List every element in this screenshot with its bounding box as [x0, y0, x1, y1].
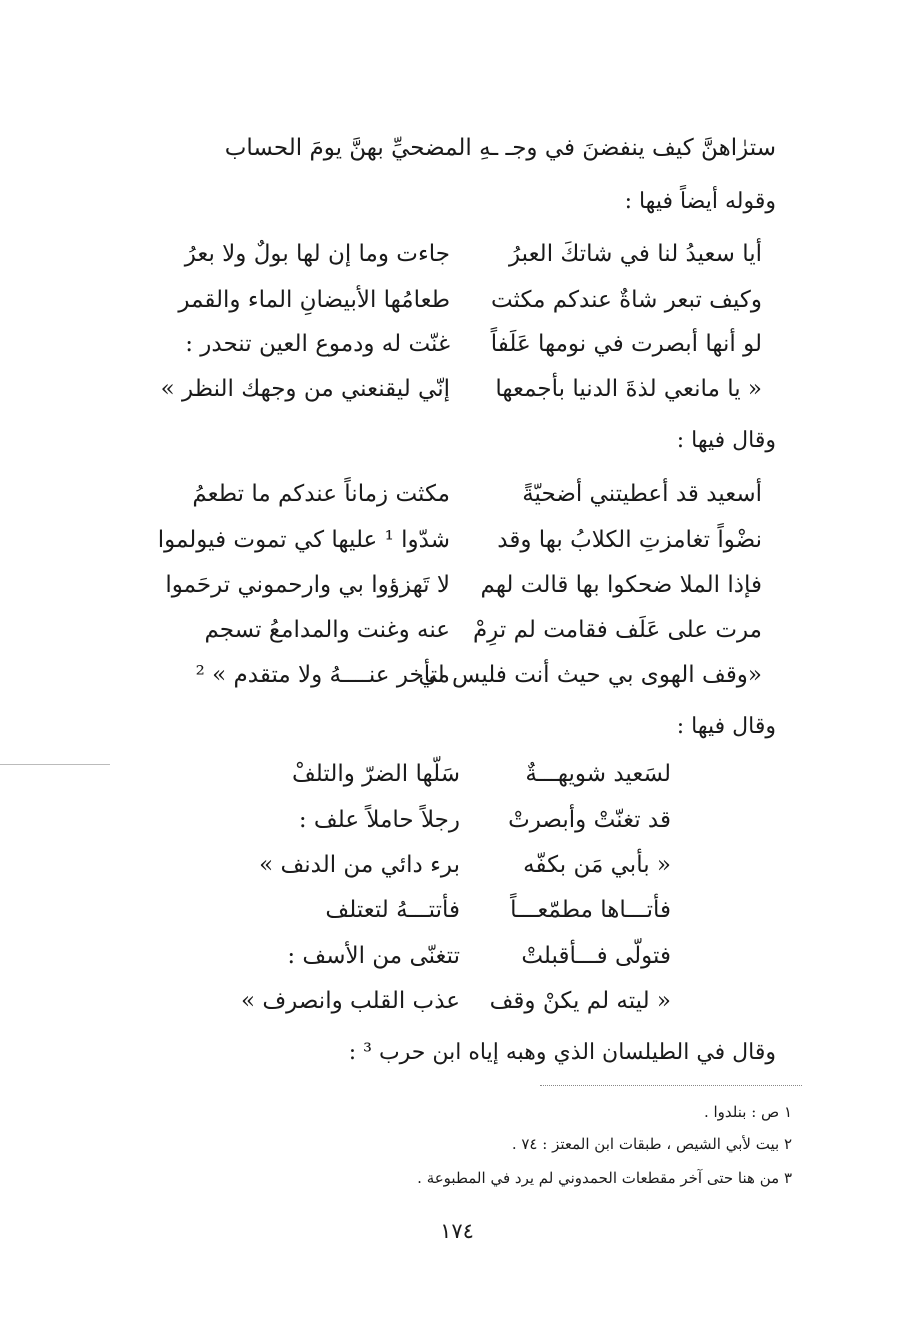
intro-verse: سترٰاهنَّ كيف ينفضنَ في وجـ ـهِ المضحيِّ بهنَّ يومَ الحساب — [224, 135, 776, 161]
verse-right: لسَعيد شويهـــةٌ — [525, 761, 671, 787]
verse-left: شدّوا ¹ عليها كي تموت فيولموا — [157, 527, 450, 553]
verse-left: متأخر عنــــهُ ولا متقدم » ² — [195, 662, 450, 688]
verse-left: تتغنّى من الأسف : — [287, 943, 460, 969]
verse-right: قد تغنّتْ وأبصرتْ — [508, 807, 671, 833]
verse-right: «وقف الهوى بي حيث أنت فليس لي — [418, 662, 762, 688]
footnote-1: ١ ص : بنلدوا . — [703, 1103, 792, 1121]
verse-right: فإذا الملا ضحكوا بها قالت لهم — [480, 572, 762, 598]
verse-left: رجلاً حاملاً علف : — [298, 807, 460, 833]
verse-right: نضْواً تغامزتِ الكلابُ بها وقد — [497, 527, 762, 553]
heading-1: وقوله أيضاً فيها : — [624, 189, 776, 214]
verse-left: جاءت وما إن لها بولٌ ولا بعرُ — [184, 241, 450, 267]
verse-right: وكيف تبعر شاةٌ عندكم مكثت — [490, 287, 762, 313]
verse-right: « بأبي مَن بكفّه — [523, 852, 671, 878]
footnote-2: ٢ بيت لأبي الشيص ، طبقات ابن المعتز : ٧٤ . — [511, 1135, 792, 1153]
verse-right: فأتـــاها مطمّعـــاً — [510, 897, 671, 923]
page-number: ١٧٤ — [440, 1219, 474, 1243]
verse-left: عنه وغنت والمدامعُ تسجم — [204, 617, 450, 643]
verse-left: برء دائي من الدنف » — [259, 852, 460, 878]
verse-left: عذب القلب وانصرف » — [240, 988, 460, 1014]
verse-right: فتولّى فـــأقبلتْ — [521, 943, 671, 969]
verse-right: « ليته لم يكنْ وقف — [489, 988, 671, 1014]
footnote-separator — [540, 1085, 802, 1086]
verse-right: أيا سعيدُ لنا في شاتكَ العبرُ — [508, 241, 762, 267]
verse-right: أسعيد قد أعطيتني أضحيّةً — [522, 481, 762, 507]
verse-left: إنّي ليقنعني من وجهك النظر » — [160, 376, 450, 402]
scan-mark — [0, 764, 110, 765]
verse-left: طعامُها الأبيضانِ الماء والقمر — [178, 287, 450, 313]
verse-left: فأتتـــهُ لتعتلف — [325, 897, 460, 923]
closing-line: وقال في الطيلسان الذي وهبه إياه ابن حرب ³ : — [348, 1040, 776, 1065]
heading-2: وقال فيها : — [676, 428, 776, 453]
verse-left: مكثت زماناً عندكم ما تطعمُ — [192, 481, 450, 507]
verse-right: لو أنها أبصرت في نومها عَلَفاً — [490, 331, 762, 357]
footnote-3: ٣ من هنا حتى آخر مقطعات الحمدوني لم يرد في المطبوعة . — [417, 1169, 792, 1187]
verse-left: لا تَهزؤوا بي وارحموني ترحَموا — [165, 572, 450, 598]
verse-left: غنّت له ودموع العين تنحدر : — [185, 331, 450, 357]
verse-right: « يا مانعي لذةَ الدنيا بأجمعها — [495, 376, 762, 402]
heading-3: وقال فيها : — [676, 714, 776, 739]
verse-left: سَلّها الضرّ والتلفْ — [291, 761, 460, 787]
verse-right: مرت على عَلَف فقامت لم ترِمْ — [472, 617, 762, 643]
